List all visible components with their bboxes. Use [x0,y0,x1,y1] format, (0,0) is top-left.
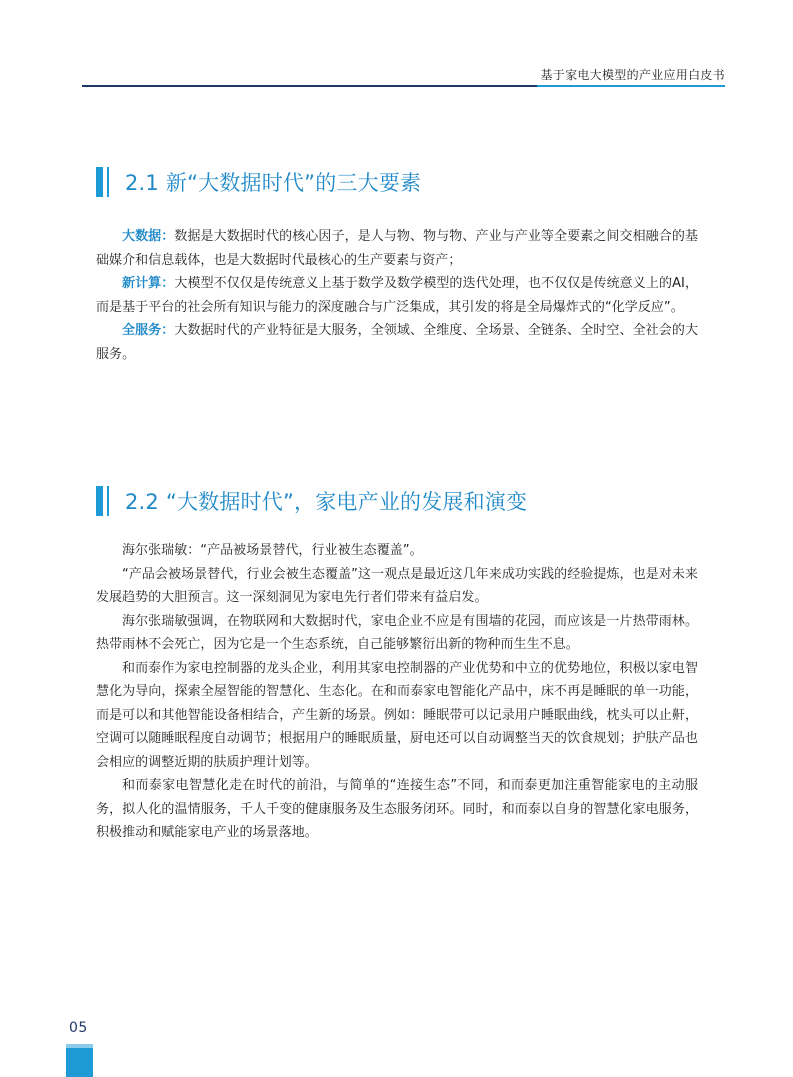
term-text: 大数据时代的产业特征是大服务，全领域、全维度、全场景、全链条、全时空、全社会的大服务。 [96,323,698,362]
section-body-2-2 [96,539,698,845]
section-body-2-1 [96,225,698,366]
paragraph [96,319,698,366]
heading-marker-icon [96,486,116,516]
paragraph: 和而泰作为家电控制器的龙头企业，利用其家电控制器的产业优势和中立的优势地位，积极以家电智慧化为导向，探索全屋智能的智慧化、生态化。在和而泰家电智能化产品中，床不再是睡眠的单一功能，而是可以和其他智能设备相结合，产生新的场景。例如：睡眠带可以记录用户睡眠曲线，枕头可以止鼾，空调可以随睡眠程度自动调节；根据用户的睡眠质量，厨电还可以自动调整当天的饮食规划；护肤产品也会相应的调整近期的肤质护理计划等。 [96,660,698,770]
section-title: 2.1 新“大数据时代”的三大要素 [125,171,422,195]
paragraph: 和而泰家电智慧化走在时代的前沿，与简单的“连接生态”不同，和而泰更加注重智能家电的主动服务，拟人化的温情服务，千人千变的健康服务及生态服务闭环。同时，和而泰以自身的智慧化家电服务，积极推动和赋能家电产业的场景落地。 [96,778,698,840]
header-rule-accent [537,85,725,87]
page-number: 05 [69,1020,88,1036]
term-label: 大数据： [122,229,175,244]
paragraph: 海尔张瑞敏强调，在物联网和大数据时代，家电企业不应是有围墙的花园，而应该是一片热带雨林。热带雨林不会死亡，因为它是一个生态系统，自己能够繁衍出新的物种而生生不息。 [96,613,698,652]
header-title: 基于家电大模型的产业应用白皮书 [540,68,725,82]
paragraph [96,225,698,272]
paragraph [96,272,698,319]
paragraph: “产品会被场景替代，行业会被生态覆盖”这一观点是最近这几年来成功实践的经验提炼，也是对未来发展趋势的大胆预言。这一深刻洞见为家电先行者们带来有益启发。 [96,566,698,605]
section-heading-2-2 [96,485,527,517]
heading-marker-icon [96,167,116,197]
header-rule-dark [82,85,537,87]
term-label: 全服务： [122,323,175,338]
term-label: 新计算： [122,276,175,291]
term-text: 大模型不仅仅是传统意义上基于数学及数学模型的迭代处理，也不仅仅是传统意义上的AI，而是基于平台的社会所有知识与能力的深度融合与广泛集成，其引发的将是全局爆炸式的“化学反应”。 [96,276,698,315]
paragraph: 海尔张瑞敏：“产品被场景替代，行业被生态覆盖”。 [122,543,423,558]
term-text: 数据是大数据时代的核心因子，是人与物、物与物、产业与产业等全要素之间交相融合的基础媒介和信息载体，也是大数据时代最核心的生产要素与资产； [96,229,698,268]
page-tab-decoration [66,1044,93,1077]
section-heading-2-1 [96,166,421,198]
section-title: 2.2 “大数据时代”，家电产业的发展和演变 [125,490,528,514]
